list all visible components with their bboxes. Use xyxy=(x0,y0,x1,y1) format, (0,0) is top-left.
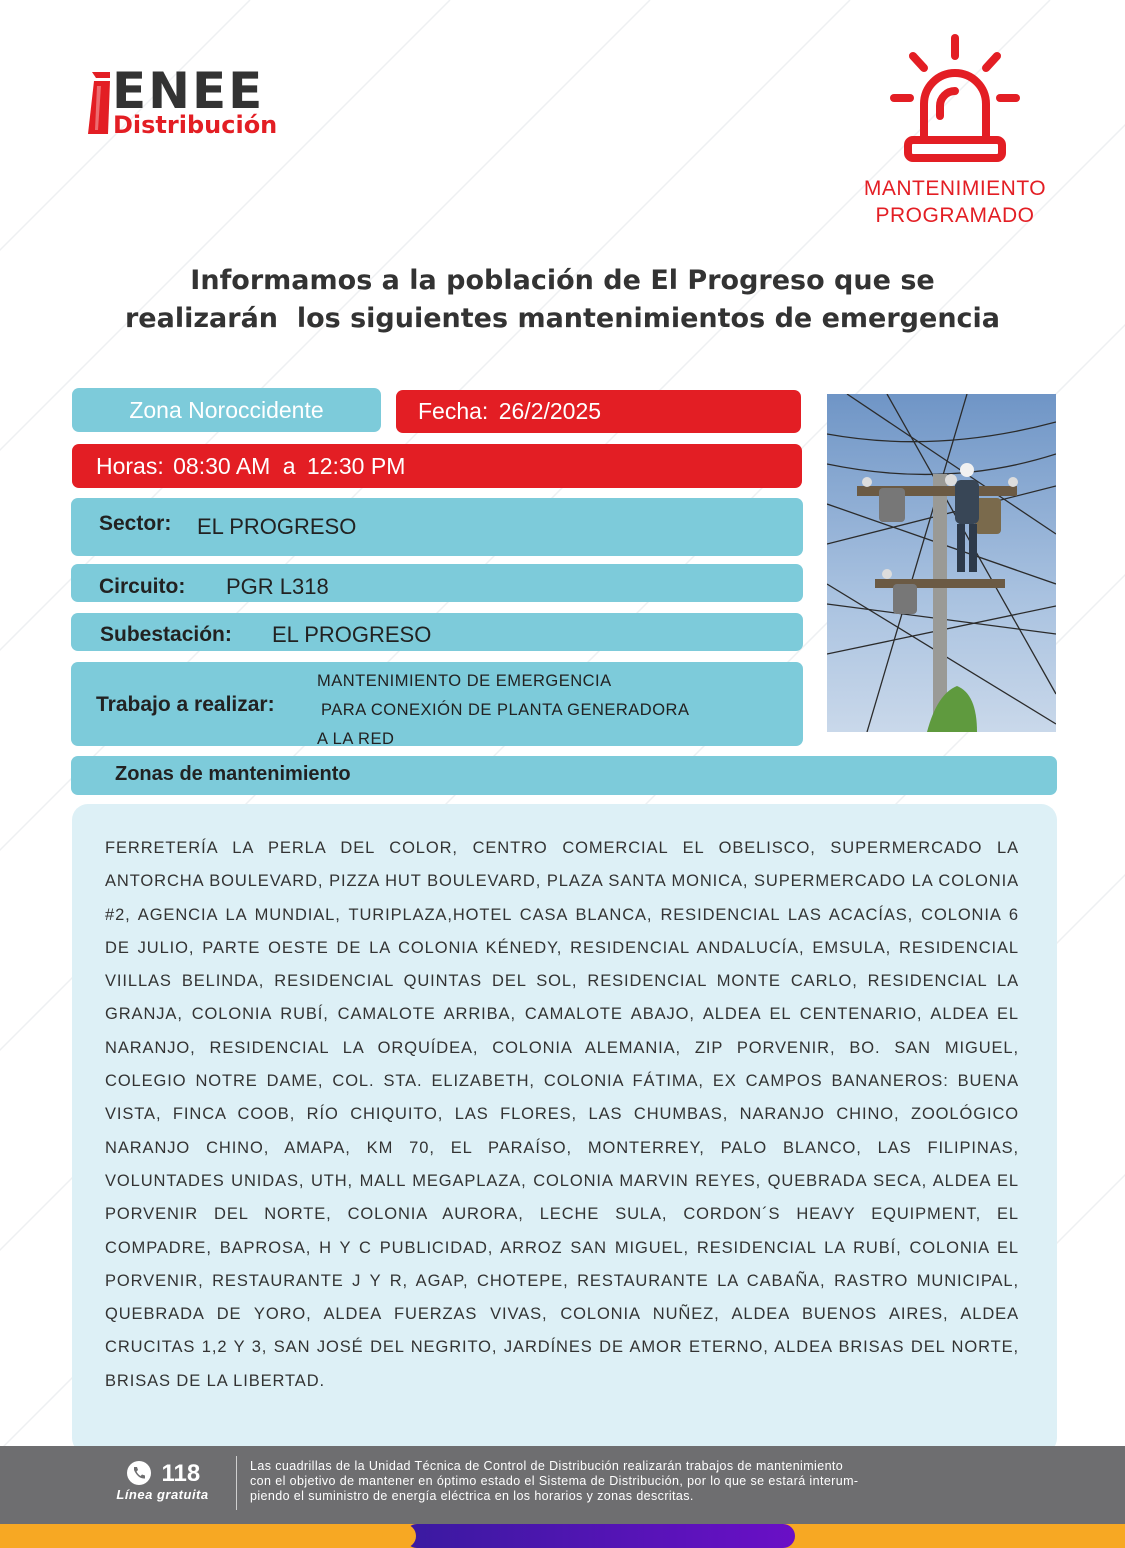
horas-badge xyxy=(72,444,802,488)
trabajo-line-1: MANTENIMIENTO DE EMERGENCIA xyxy=(317,672,612,690)
zonas-list-text: FERRETERÍA LA PERLA DEL COLOR, CENTRO COMERCIAL EL OBELISCO, SUPERMERCADO LA ANTORCHA BOULEVARD, PIZZA HUT BOULEVARD, PLAZA SANTA MONICA, SUPERMERCADO LA COLONIA #2, AGENCIA LA MUNDIAL, TURIPLAZA,HOTEL CASA BLANCA, RESIDENCIAL LAS ACACÍAS, COLONIA 6 DE JULIO, PARTE OESTE DE LA COLONIA KÉNEDY, RESIDENCIAL ANDALUCÍA, EMSULA, RESIDENCIAL VIILLAS BELINDA, RESIDENCIAL QUINTAS DEL SOL, RESIDENCIAL MONTE CARLO, RESIDENCIAL LA GRANJA, COLONIA RUBÍ, CAMALOTE ARRIBA, CAMALOTE ABAJO, ALDEA EL CENTENARIO, ALDEA EL NARANJO, RESIDENCIAL LA ORQUÍDEA, COLONIA ALEMANIA, ZIP PORVENIR, BO. SAN MIGUEL, COLEGIO NOTRE DAME, COL. STA. ELIZABETH, COLONIA FÁTIMA, EX CAMPOS BANANEROS: BUENA VISTA, FINCA COOB, RÍO CHIQUITO, LAS FLORES, LAS CHUMBAS, NARANJO CHINO, ZOOLÓGICO NARANJO CHINO, AMAPA, KM 70, EL PARAÍSO, MONTERREY, PALO BLANCO, LAS FILIPINAS, VOLUNTADES UNIDAS, UTH, MALL MEGAPLAZA, COLONIA MARVIN REYES, QUEBRADA SECA, ALDEA EL PORVENIR DEL NORTE, COLONIA AURORA, LECHE SULA, CORDON´S HEAVY EQUIPMENT, EL COMPADRE, BAPROSA, H Y C PUBLICIDAD, ARROZ SAN MIGUEL, RESIDENCIAL LA RUBÍ, COLONIA EL PORVENIR, RESTAURANTE J Y R, AGAP, CHOTEPE, RESTAURANTE LA CABAÑA, RASTRO MUNICIPAL, QUEBRADA DE YORO, ALDEA FUERZAS VIVAS, COLONIA NUÑEZ, ALDEA BUENOS AIRES, ALDEA CRUCITAS 1,2 Y 3, SAN JOSÉ DEL NEGRITO, JARDÍNES DE AMOR ETERNO, ALDEA BRISAS DEL NORTE, BRISAS DE LA LIBERTAD. xyxy=(105,839,1019,1390)
maintenance-badge xyxy=(830,175,1080,229)
page-headline xyxy=(40,262,1085,338)
badge-line-1: MANTENIMIENTO xyxy=(863,177,1047,200)
sector-row xyxy=(71,498,803,556)
footer-purple-bar xyxy=(405,1524,795,1548)
hotline[interactable] xyxy=(100,1460,225,1502)
fecha-badge xyxy=(396,390,801,433)
zonas-header xyxy=(71,756,1057,795)
logo-distribucion-text: Distribución xyxy=(113,111,278,139)
hotline-number: 118 xyxy=(161,1460,201,1487)
circuito-value: PGR L318 xyxy=(226,574,329,599)
footer-line-1: Las cuadrillas de la Unidad Técnica de Control de Distribución realizarán trabajos de mantenimiento xyxy=(250,1459,844,1473)
zonas-list-box xyxy=(72,804,1057,1454)
circuito-row xyxy=(71,564,803,602)
subestacion-label: Subestación: xyxy=(100,623,232,646)
footer-divider xyxy=(236,1456,237,1510)
zonas-title: Zonas de mantenimiento xyxy=(115,763,351,785)
footer-orange-cap xyxy=(382,1524,416,1548)
subestacion-row xyxy=(71,613,803,651)
badge-line-2: PROGRAMADO xyxy=(875,204,1035,227)
fecha-label: Fecha: xyxy=(418,398,489,424)
subestacion-value: EL PROGRESO xyxy=(272,622,432,647)
zona-badge: Zona Noroccidente xyxy=(72,388,381,432)
sector-label: Sector: xyxy=(99,512,172,535)
horas-separator: a xyxy=(282,453,296,479)
enee-logo xyxy=(84,62,324,140)
horas-start: 08:30 AM xyxy=(173,453,271,479)
headline-line-1: Informamos a la población de El Progreso que se xyxy=(190,265,935,296)
trabajo-label: Trabajo a realizar: xyxy=(96,693,275,716)
horas-label: Horas: xyxy=(96,453,164,479)
logo-mark-icon xyxy=(84,72,110,134)
siren-icon xyxy=(880,32,1030,167)
lineman-photo xyxy=(827,394,1056,732)
footer-notice xyxy=(250,1459,1050,1504)
trabajo-line-2: PARA CONEXIÓN DE PLANTA GENERADORA xyxy=(321,701,690,719)
horas-end: 12:30 PM xyxy=(306,453,406,479)
footer xyxy=(0,1446,1125,1524)
phone-icon xyxy=(125,1460,155,1486)
circuito-label: Circuito: xyxy=(99,575,186,598)
hotline-label: Línea gratuita xyxy=(116,1487,209,1502)
logo-enee-text: ENEE xyxy=(112,62,265,120)
trabajo-line-3: A LA RED xyxy=(317,730,395,748)
footer-line-2: con el objetivo de mantener en óptimo estado el Sistema de Distribución, por lo que se estará interum- xyxy=(250,1474,859,1488)
fecha-value: 26/2/2025 xyxy=(498,398,602,424)
footer-line-3: piendo el suministro de energía eléctrica en los horarios y zonas descritas. xyxy=(250,1489,694,1503)
trabajo-description xyxy=(317,667,689,754)
trabajo-row xyxy=(71,662,803,746)
sector-value: EL PROGRESO xyxy=(197,514,357,539)
headline-line-2: realizarán los siguientes mantenimientos de emergencia xyxy=(124,303,1001,334)
